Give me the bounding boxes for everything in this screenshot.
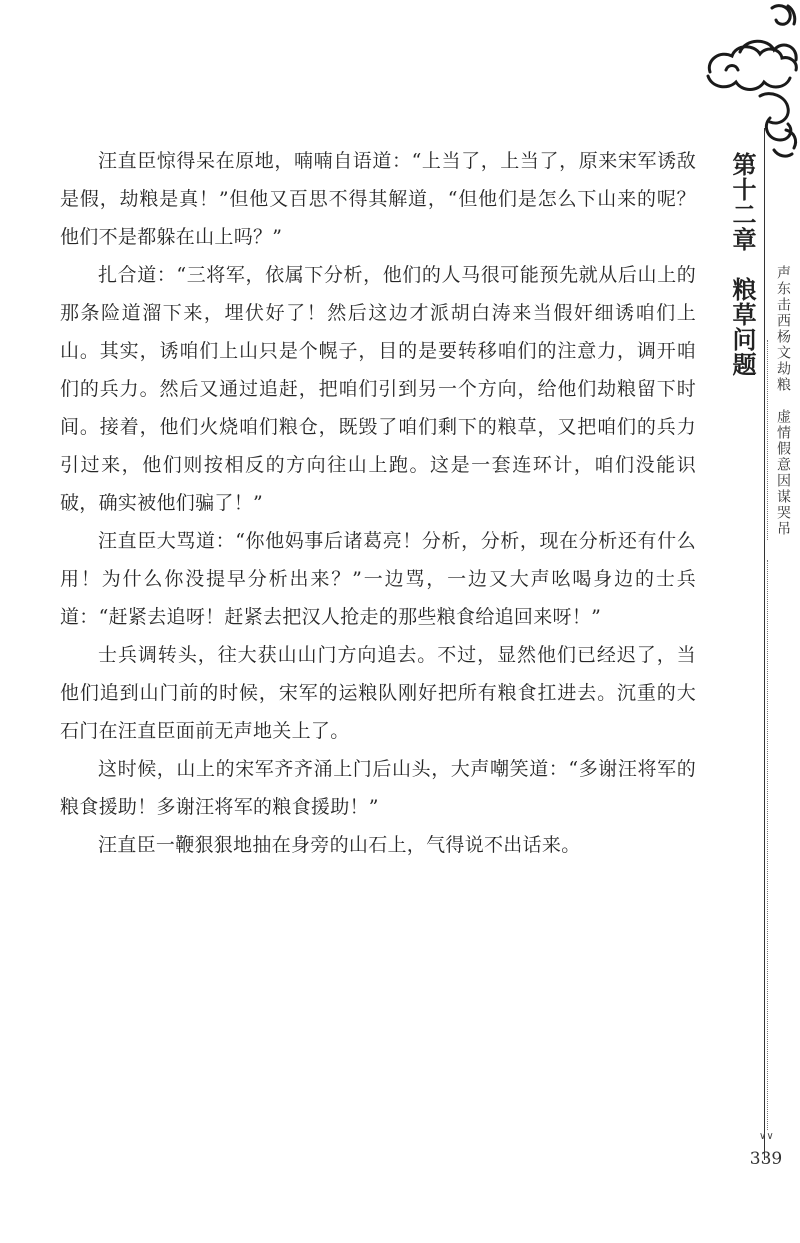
paragraph: 这时候，山上的宋军齐齐涌上门后山头，大声嘲笑道：“多谢汪将军的粮食援助！多谢汪将军的粮食援助！” [60,758,696,818]
paragraph: 士兵调转头，往大获山山门方向追去。不过，显然他们已经迟了，当他们追到山门前的时候，宋军的运粮队刚好把所有粮食扛进去。沉重的大石门在汪直臣面前无声地关上了。 [60,644,696,742]
margin-dotted-rule [767,560,768,1130]
margin-dotted-rule [767,340,768,540]
chevron-down-icon: ∨∨ [759,1131,774,1142]
cloud-ornament-icon [700,0,800,170]
chapter-subtitle: 声东击西杨文劫粮 虚情假意因谋哭吊 [775,265,791,537]
paragraph: 汪直臣一鞭狠狠地抽在身旁的山石上，气得说不出话来。 [98,834,581,856]
paragraph: 汪直臣大骂道：“你他妈事后诸葛亮！分析，分析，现在分析还有什么用！为什么你没提早分析出来？”一边骂，一边又大声吆喝身边的士兵道：“赶紧去追呀！赶紧去把汉人抢走的那些粮食给追回来呀！” [60,530,696,628]
paragraph: 扎合道：“三将军，依属下分析，他们的人马很可能预先就从后山上的那条险道溜下来，埋伏好了！然后这边才派胡白涛来当假奸细诱咱们上山。其实，诱咱们上山只是个幌子，目的是要转移咱们的注意力，调开咱们的兵力。然后又通过追赶，把咱们引到另一个方向，给他们劫粮留下时间。接着，他们火烧咱们粮仓，既毁了咱们剩下的粮草，又把咱们的兵力引过来，他们则按相反的方向往山上跑。这是一套连环计，咱们没能识破，确实被他们骗了！” [60,264,696,514]
chapter-title: 第十二章 粮草问题 [728,152,757,377]
page-number: 339 [749,1149,783,1169]
paragraph: 汪直臣惊得呆在原地，喃喃自语道：“上当了，上当了，原来宋军诱敌是假，劫粮是真！”但他又百思不得其解道，“但他们是怎么下山来的呢？他们不是都躲在山上吗？” [60,150,696,248]
body-text [60,142,696,864]
margin-rule [764,128,765,1160]
